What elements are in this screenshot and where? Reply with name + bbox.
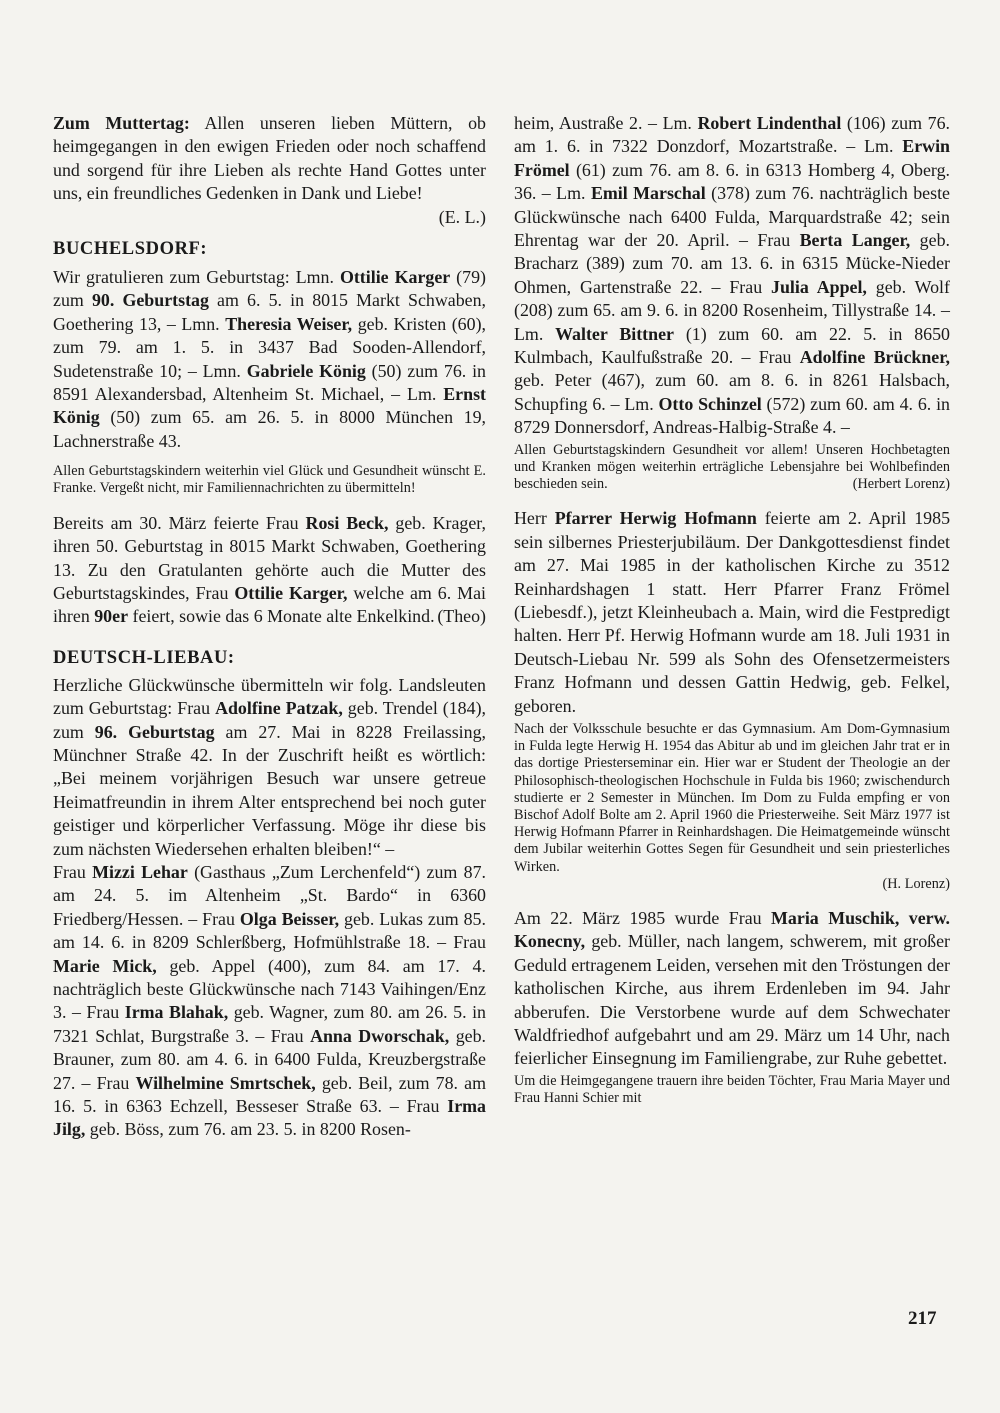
deutsch-liebau-intro: Herzliche Glückwünsche übermitteln wir folg. Landsleuten zum Geburtstag: Frau Adolfine Patzak, geb. Trendel (184), zum 96. Geburtstag am 27. Mai in 8228 Freilassing, Münchner Straße 42. In der Zuschrift heißt es wörtlich: „Bei meinem vorjährigen Besuch war unsere getreue Heimatfreundin in ihrem Alter entsprechend bei noch guter geistiger und körperlicher Verfassung. Möge ihr diese bis zum nächsten Wiedersehen erhalten bleiben!“ –: [53, 674, 487, 859]
deutsch-liebau-birthdays-continued: heim, Austraße 2. – Lm. Robert Lindenthal (106) zum 76. am 1. 6. in 7322 Donzdorf, Mozartstraße. – Lm. Erwin Frömel (61) zum 76. am 8. 6. in 6313 Homberg 4, Oberg. 36. – Lm. Emil Marschal (378) zum 76. nachträglich beste Glückwünsche nach 6400 Fulda, Marquardstraße 42; sein Ehrentag war der 20. April. – Frau Berta Langer, geb. Bracharz (389) zum 70. am 13. 6. in 6315 Mücke-Nieder Ohmen, Gartenstraße 22. – Frau Julia Appel, geb. Wolf (208) zum 65. am 9. 6. in 8200 Rosenheim, Tillystraße 14. – Lm. Walter Bittner (1) zum 60. am 22. 5. in 8650 Kulmbach, Kaulfußstraße 20. – Frau Adolfine Brückner, geb. Peter (467), zum 60. am 8. 6. in 8261 Halsbach, Schupfing 6. – Lm. Otto Schinzel (572) zum 60. am 4. 6. in 8729 Donnersdorf, Andreas-Halbig-Straße 4. –: [514, 113, 951, 438]
muttertag-signature: (E. L.): [438, 206, 486, 227]
muttertag-paragraph: Zum Muttertag: Allen unseren lieben Müttern, ob heimgegangen in den ewigen Frieden oder noch schaffend und sorgend für ihre Lieben als rechte Hand Gottes unter uns, ein freundliches Gedenken in Dank und Liebe!: [53, 113, 486, 204]
person-name: Otto Schinzel: [658, 393, 762, 414]
person-name: Maria Muschik, verw. Konecny,: [514, 907, 950, 952]
person-name: Ernst König: [53, 384, 486, 428]
left-column: [53, 112, 486, 1142]
person-name: Theresia Weiser,: [225, 313, 353, 334]
person-name: 90. Geburtstag: [91, 290, 209, 311]
person-name: Adolfine Brückner,: [799, 347, 950, 368]
deutsch-liebau-note: Allen Geburtstagskindern Gesundheit vor allem! Unseren Hochbetagten und Kranken mögen weiterhin erträgliche Lebensjahre bei Wohlbefinden beschieden sein. (Herbert Lorenz): [514, 441, 950, 493]
note-signature: (Herbert Lorenz): [852, 476, 950, 493]
person-name: Julia Appel,: [771, 276, 867, 297]
person-name: Walter Bittner: [555, 323, 674, 344]
section-heading-deutsch-liebau: DEUTSCH-LIEBAU:: [53, 647, 235, 668]
person-name: Irma Blahak,: [124, 1002, 229, 1023]
person-name: Marie Mick,: [53, 955, 157, 976]
person-name: Olga Beisser,: [239, 908, 340, 929]
muschik-obituary: Am 22. März 1985 wurde Frau Maria Muschik, verw. Konecny, geb. Müller, nach langem, schwerem, mit großer Geduld ertragenem Leiden, versehen mit den Tröstungen der katholischen Kirche, aus ihrem Erdenleben im 94. Jahr abberufen. Die Verstorbene wurde auf dem Schwechater Waldfriedhof aufgebahrt und am 29. März um 14 Uhr, nach feierlicher Einsegnung im Familiengrabe, zur Ruhe gebettet.: [514, 907, 950, 1069]
person-name: Emil Marschal: [590, 183, 706, 204]
person-name: Adolfine Patzak,: [215, 698, 343, 719]
right-column: [514, 112, 950, 1107]
muschik-note: Um die Heimgegangene trauern ihre beiden Töchter, Frau Maria Mayer und Frau Hanni Schier mit: [514, 1072, 950, 1107]
muttertag-label: Zum Muttertag:: [53, 113, 190, 133]
person-name: Anna Dworschak,: [310, 1025, 450, 1046]
hofmann-paragraph: Herr Pfarrer Herwig Hofmann feierte am 2. April 1985 sein silbernes Priesterjubiläum. Der Dankgottesdienst findet am 27. Mai 1985 in der katholischen Kirche zu 3512 Reinhardshagen 1 statt. Herr Pfarrer Franz Frömel (Liebesdf.), jetzt Kleinheubach a. Main, wird die Festpredigt halten. Herr Pf. Herwig Hofmann wurde am 18. Juli 1931 in Deutsch-Liebau Nr. 599 als Sohn des Ofensetzermeisters Franz Hofmann und dessen Gattin Hedwig, geb. Felkel, geboren.: [514, 508, 951, 716]
hofmann-biography: Nach der Volksschule besuchte er das Gymnasium. Am Dom-Gymnasium in Fulda legte Herwig H. 1954 das Abitur ab und im gleichen Jahr trat er in das dortige Priesterseminar ein. Hier war er Student der Theologie an der Philosophisch-theologischen Hochschule in Fulda bis 1960; zwischendurch studierte er 2 Semester in München. Im Dom zu Fulda empfing er von Bischof Adolf Bolte am 2. April 1960 die Priesterweihe. Seit März 1977 ist Herwig Hofmann Pfarrer in Reinhardshagen. Die Heimatgemeinde wünscht dem Jubilar weiterhin Gottes Segen für Gesundheit und sein priesterliches Wirken.: [514, 720, 950, 875]
page-number: 217: [908, 1308, 937, 1329]
person-name: Ottilie Karger,: [234, 582, 348, 603]
person-name: 96. Geburtstag: [94, 721, 215, 742]
buchelsdorf-birthdays: Wir gratulieren zum Geburtstag: Lmn. Ottilie Karger (79) zum 90. Geburtstag am 6. 5. in 8015 Markt Schwaben, Goethering 13, – Lmn. Theresia Weiser, geb. Kristen (60), zum 79. am 1. 5. in 3437 Bad Sooden-Allendorf, Sudetenstraße 10; – Lmn. Gabriele König (50) zum 76. in 8591 Alexandersbad, Altenheim St. Michael, – Lm. Ernst König (50) zum 65. am 26. 5. in 8000 München 19, Lachnerstraße 43.: [53, 267, 487, 451]
buchelsdorf-note: Allen Geburtstagskindern weiterhin viel Glück und Gesundheit wünscht E. Franke. Vergeßt nicht, mir Familiennachrichten zu übermitteln!: [53, 463, 486, 497]
person-name: Mizzi Lehar: [92, 861, 188, 882]
highlight-number: 90er: [94, 606, 129, 627]
person-name: Irma Jilg,: [53, 1096, 486, 1140]
person-name: Berta Langer,: [799, 230, 911, 251]
beck-signature: (Theo): [437, 606, 486, 627]
person-name: Pfarrer Herwig Hofmann: [554, 508, 757, 529]
beck-paragraph: Bereits am 30. März feierte Frau Rosi Beck, geb. Krager, ihren 50. Geburtstag in 8015 Markt Schwaben, Goethering 13. Zu den Gratulanten gehörte auch die Mutter des Geburtstagskindes, Frau Ottilie Karger, welche am 6. Mai ihren 90er feiert, sowie das 6 Monate alte Enkelkind. (Theo): [53, 512, 486, 629]
person-name: Gabriele König: [246, 360, 366, 381]
person-name: Wilhelmine Smrtschek,: [135, 1072, 316, 1093]
person-name: Erwin Frömel: [514, 136, 950, 180]
person-name: Robert Lindenthal: [697, 113, 842, 133]
section-heading-buchelsdorf: BUCHELSDORF:: [53, 239, 208, 260]
hofmann-signature: (H. Lorenz): [882, 875, 950, 892]
deutsch-liebau-birthdays: Frau Mizzi Lehar (Gasthaus „Zum Lerchenfeld“) zum 87. am 24. 5. im Altenheim „St. Bardo“ in 6360 Friedberg/Hessen. – Frau Olga Beisser, geb. Lukas zum 85. am 14. 6. in 8209 Schlerßberg, Hofmühlstraße 18. – Frau Marie Mick, geb. Appel (400), zum 84. am 17. 4. nachträglich beste Glückwünsche nach 7143 Vaihingen/Enz 3. – Frau Irma Blahak, geb. Wagner, zum 80. am 26. 5. in 7321 Schlat, Burgstraße 3. – Frau Anna Dworschak, geb. Brauner, zum 80. am 4. 6. in 6400 Fulda, Kreuzbergstraße 27. – Frau Wilhelmine Smrtschek, geb. Beil, zum 78. am 16. 5. in 6363 Echzell, Besseser Straße 63. – Frau Irma Jilg, geb. Böss, zum 76. am 23. 5. in 8200 Rosen-: [53, 861, 487, 1140]
person-name: Rosi Beck,: [305, 512, 389, 533]
person-name: Ottilie Karger: [339, 267, 451, 288]
